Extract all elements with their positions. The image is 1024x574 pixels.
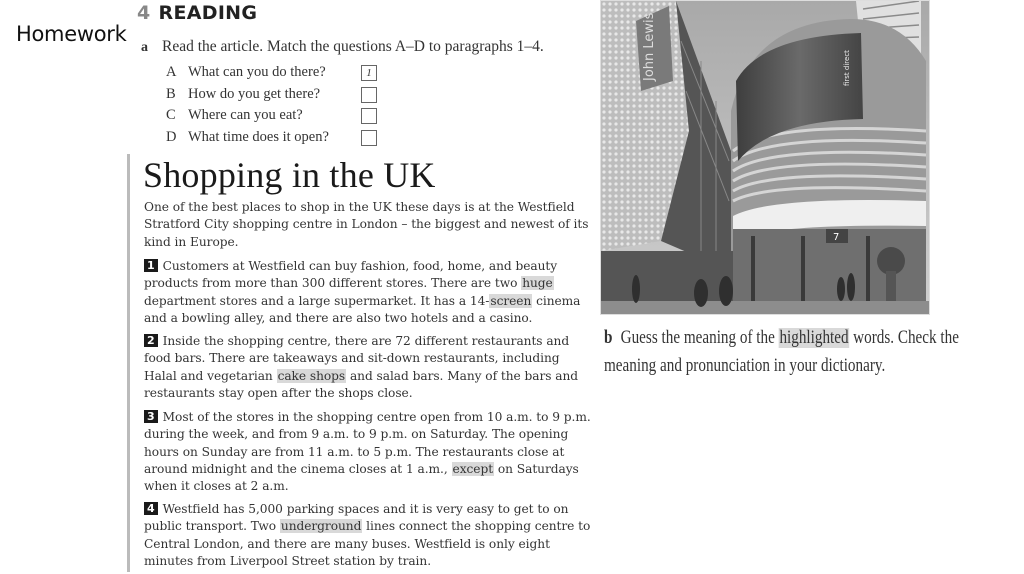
section-heading [137,2,257,24]
paragraph-number-badge: 3 [144,410,158,423]
homework-label: Homework [16,22,127,46]
article-side-bar [127,154,130,572]
question-item [166,127,386,149]
question-text: Where can you eat? [188,107,303,123]
answer-box[interactable] [361,130,377,146]
question-text: What can you do there? [188,64,326,80]
question-item [166,62,386,84]
article-intro: One of the best places to shop in the UK these days is at the Westfield Stratford City shopping centre in London – the biggest and newest of its kind in Europe. [144,200,589,249]
question-letter: D [166,128,177,145]
paragraph-text: Customers at Westfield can buy fashion, food, home, and beauty products from more than 300 different stores. There are two [144,259,558,291]
task-b-instruction [604,324,965,380]
section-title: READING [158,2,258,24]
answer-box[interactable]: 1 [361,65,377,81]
highlighted-word: cake shops [277,368,346,383]
paragraph-text: department stores and a large supermarket. It has a 14- [144,293,490,308]
highlighted-word: highlighted [779,328,849,348]
question-item [166,105,386,127]
task-b-text: words. Check the meaning and pronunciation in your dictionary. [604,328,959,376]
photo-sign-text: John Lewis [642,12,657,81]
question-letter: A [166,64,177,80]
answer-box[interactable] [361,108,377,124]
paragraph-text: Most of the stores in the shopping centre open from 10 a.m. to 9 p.m. during the week, and from 9 a.m. to 9 p.m. on Saturday. The opening hours on Sunday are from 11 a.m. to 5 p.m. The restaurants close at around midnight and the cinema closes at 1 a.m., [144,410,591,476]
article-title: Shopping in the UK [143,155,436,195]
article-paragraph-3 [144,409,594,495]
billboard-brand: first direct [843,50,851,86]
answer-box[interactable] [361,87,377,103]
paragraph-text: Westfield has 5,000 parking spaces and it is very easy to get to on public transport. Two [144,502,569,534]
question-text: What time does it open? [188,128,329,145]
task-b-letter: b [604,328,613,348]
highlighted-word: underground [280,519,362,534]
question-letter: B [166,85,176,102]
paragraph-text: lines connect the shopping centre to Central London, and there are many buses. Westfield is only eight minutes from Liverpool Street station by train. [144,519,591,568]
question-text: How do you get there? [188,85,321,102]
article-paragraph-2 [144,333,594,402]
article-paragraph-4 [144,501,594,570]
section-number: 4 [137,2,151,24]
paragraph-number-badge: 2 [144,334,158,347]
task-b-text: Guess the meaning of the [620,328,779,348]
question-letter: C [166,107,176,123]
task-a-instruction [141,38,544,56]
question-item [166,84,386,106]
paragraph-number-badge: 4 [144,502,158,515]
paragraph-number-badge: 1 [144,259,158,272]
paragraph-text: Inside the shopping centre, there are 72 different restaurants and food bars. There are takeaways and sit-down restaurants, including Halal and vegetarian [144,334,570,383]
paragraph-text: on Saturdays when it closes at 2 a.m. [144,461,579,494]
paragraph-text: cinema and a bowling alley, and there are also two hotels and a casino. [144,293,581,325]
highlighted-word: except [452,461,494,476]
westfield-building-illustration [601,1,929,314]
westfield-photo [600,0,930,315]
question-list [166,62,386,148]
task-a-text: Read the article. Match the questions A–D to paragraphs 1–4. [162,38,544,55]
article-paragraph-1 [144,258,594,327]
highlighted-word: screen [490,293,532,308]
paragraph-text: and salad bars. Many of the bars and restaurants stay open after the shops close. [144,368,579,400]
task-a-letter: a [141,40,148,55]
highlighted-word: huge [522,276,553,291]
shop-sign: 7 [833,232,840,243]
